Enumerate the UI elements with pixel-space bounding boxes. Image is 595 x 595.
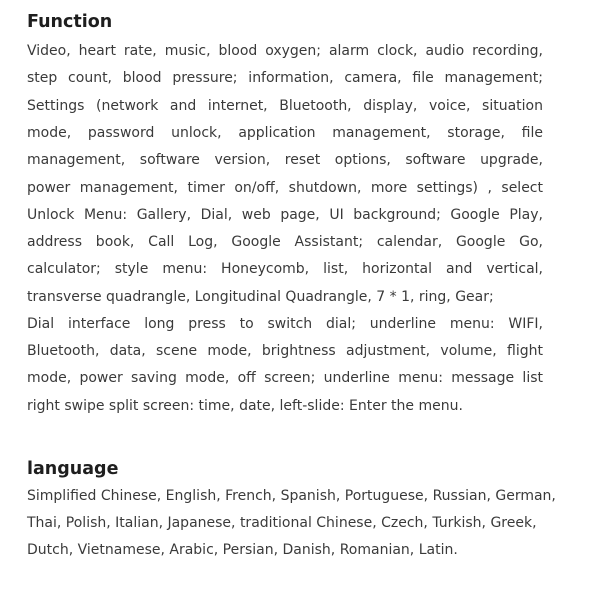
function-line: Unlock Menu: Gallery, Dial, web page, UI background; Google Play, [27,207,543,223]
language-heading: language [27,459,119,479]
function-line: Dial interface long press to switch dial; underline menu: WIFI, [27,316,543,332]
function-line: step count, blood pressure; information, camera, file management; [27,70,543,86]
function-line: Settings (network and internet, Bluetooth, display, voice, situation [27,98,543,114]
function-line: Video, heart rate, music, blood oxygen; alarm clock, audio recording, [27,43,543,59]
function-line: mode, power saving mode, off screen; underline menu: message list [27,370,543,386]
function-line: mode, password unlock, application management, storage, file [27,125,543,141]
function-line: address book, Call Log, Google Assistant; calendar, Google Go, [27,234,543,250]
function-line: Bluetooth, data, scene mode, brightness adjustment, volume, flight [27,343,543,359]
function-line: right swipe split screen: time, date, left-slide: Enter the menu. [27,398,463,414]
function-line: calculator; style menu: Honeycomb, list, horizontal and vertical, [27,261,543,277]
function-heading: Function [27,12,113,32]
function-line: transverse quadrangle, Longitudinal Quadrangle, 7 * 1, ring, Gear; [27,289,494,305]
function-line: power management, timer on/off, shutdown, more settings) , select [27,180,543,196]
function-line: management, software version, reset options, software upgrade, [27,152,543,168]
language-list: Simplified Chinese, English, French, Spanish, Portuguese, Russian, German, Thai, Polish, Italian, Japanese, traditional Chinese, Czech, Turkish, Greek, Dutch, Vietnamese, Arabic, Persian, Danish, Romanian, Latin. [27,488,556,559]
